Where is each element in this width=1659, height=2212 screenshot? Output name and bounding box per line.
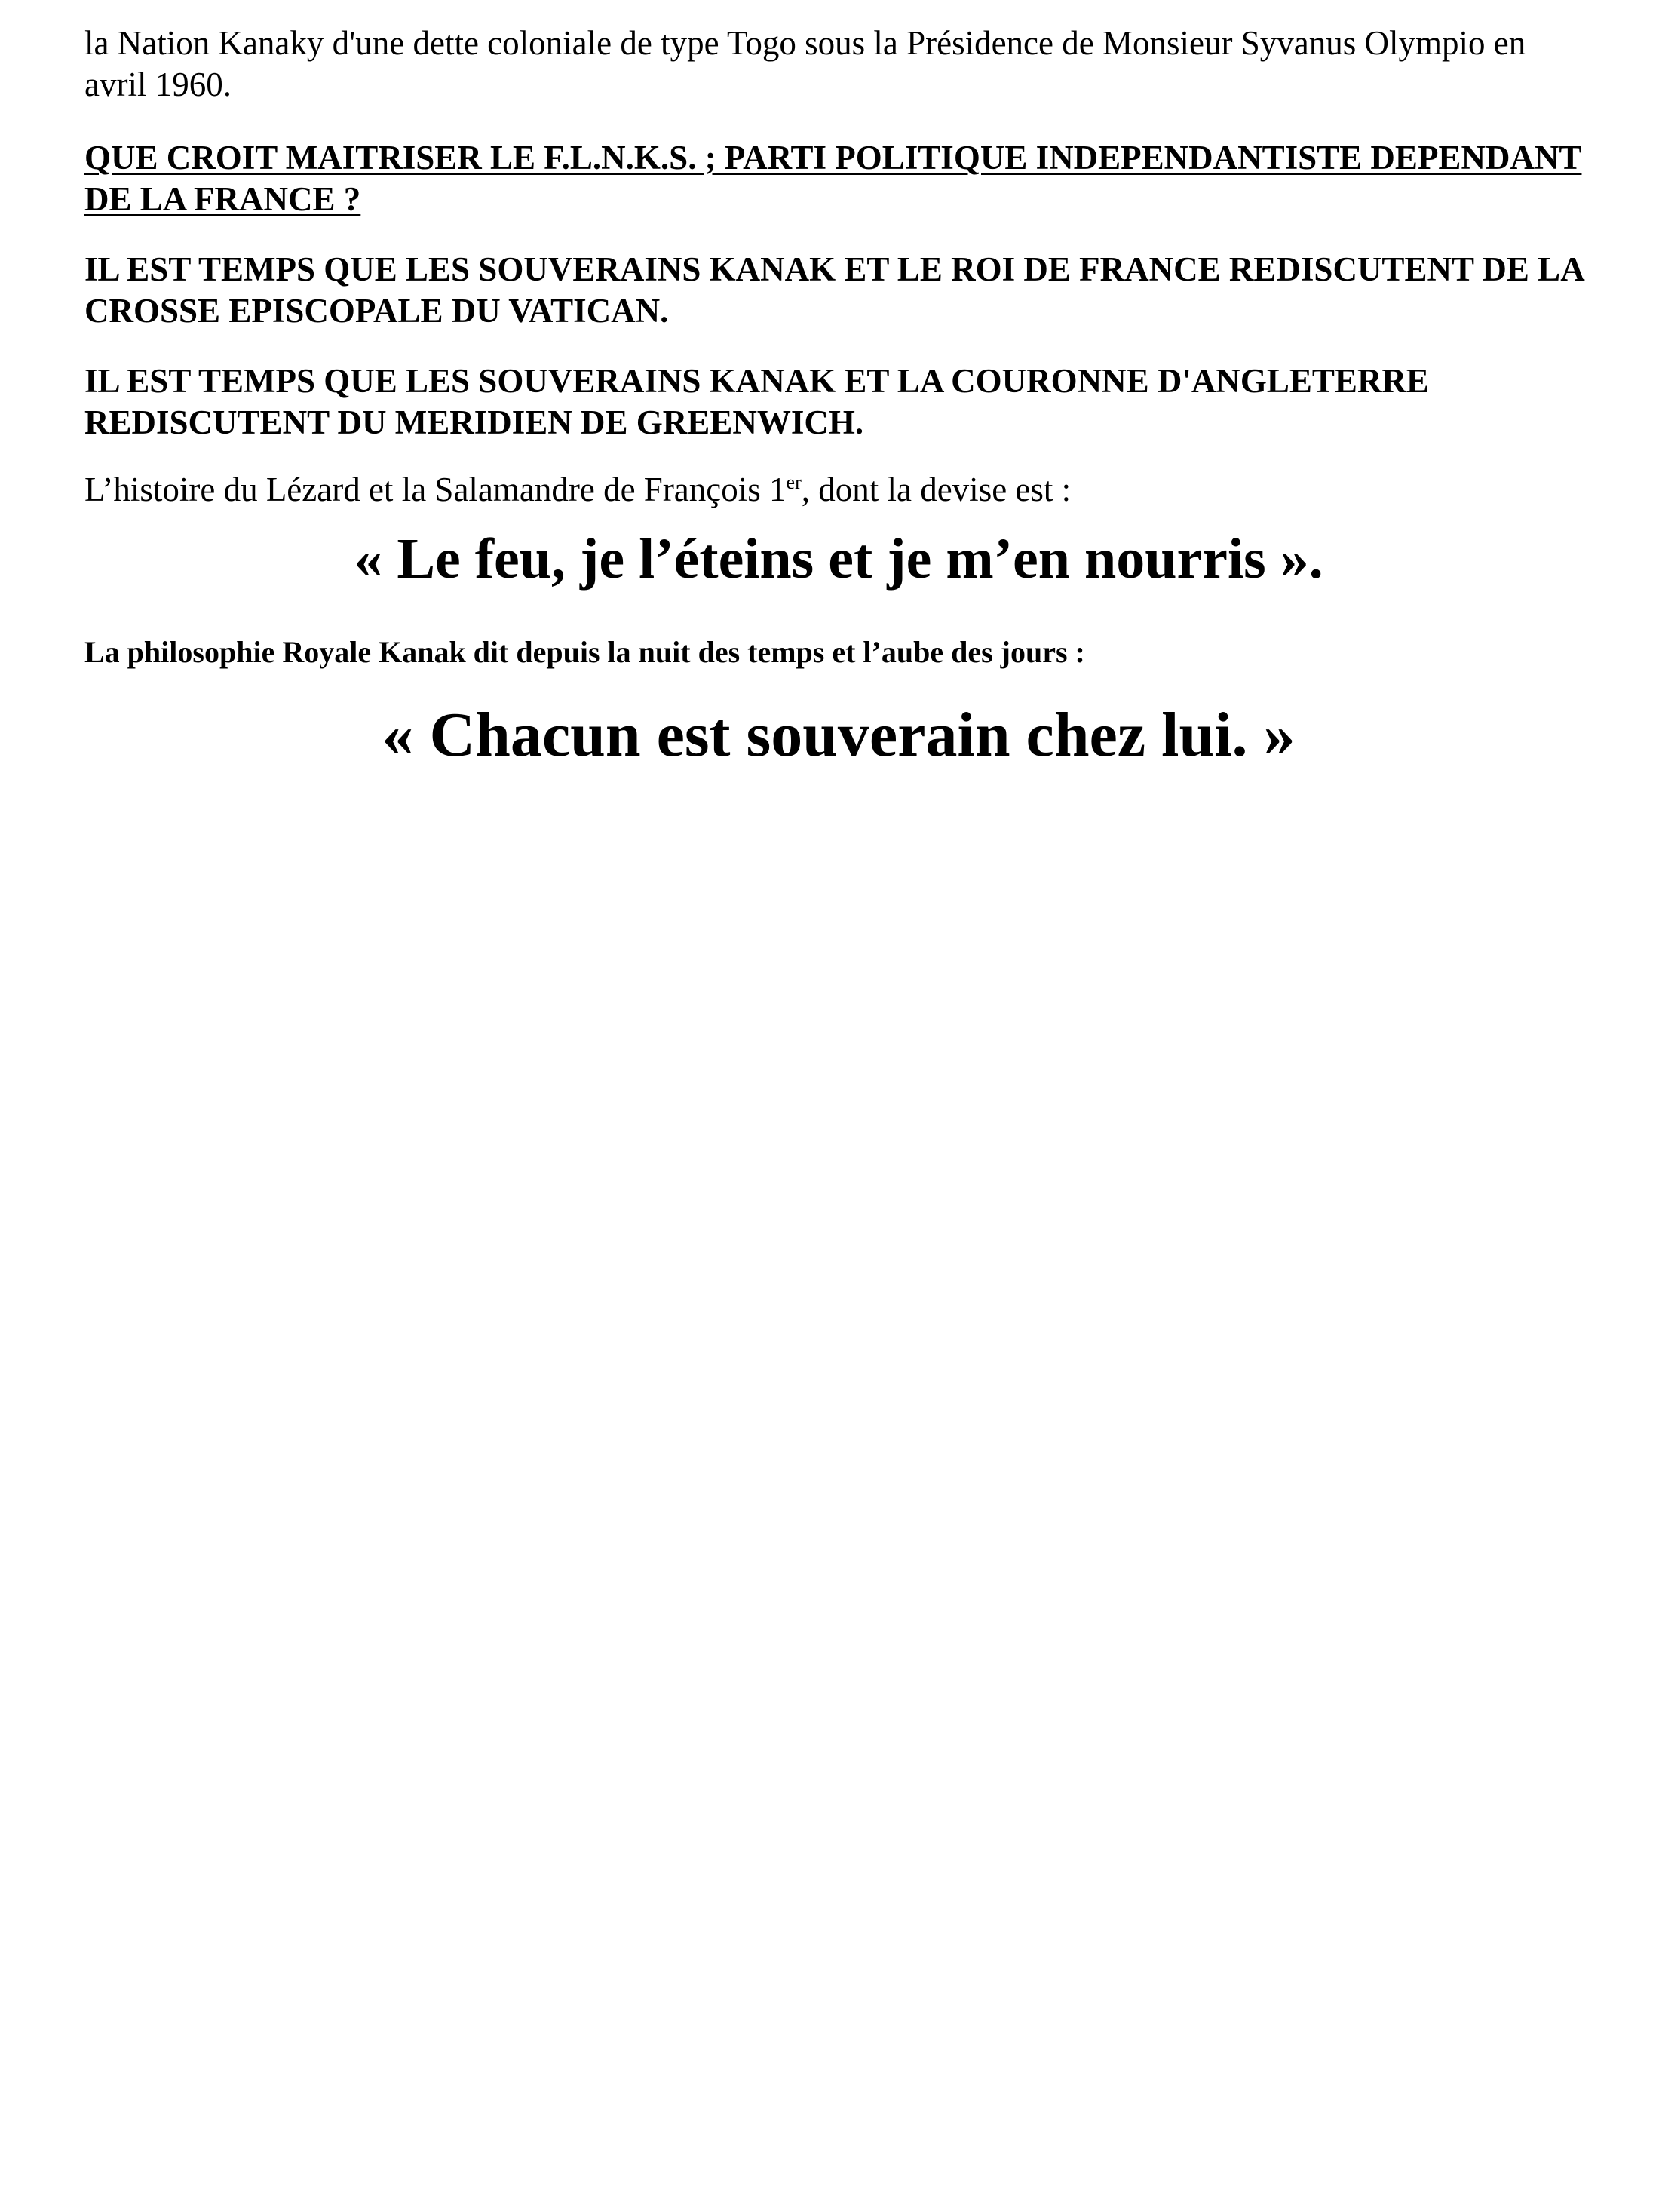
history-text-after: , dont la devise est : — [801, 471, 1072, 508]
history-text-before: L’histoire du Lézard et la Salamandre de François 1 — [84, 471, 787, 508]
statement-greenwich: IL EST TEMPS QUE LES SOUVERAINS KANAK ET LA COURONNE D'ANGLETERRE REDISCUTENT DU MERIDIEN DE GREENWICH. — [84, 362, 1429, 441]
quote-sovereign: « Chacun est souverain chez lui. » — [382, 700, 1296, 770]
philosophy-intro: La philosophie Royale Kanak dit depuis la nuit des temps et l’aube des jours : — [84, 635, 1085, 669]
quote-fire-motto: « Le feu, je l’éteins et je m’en nourris ». — [354, 527, 1323, 591]
history-lizard-salamander — [84, 469, 1593, 511]
paragraph-colonial-debt: la Nation Kanaky d'une dette coloniale de type Togo sous la Présidence de Monsieur Syvanus Olympio en avril 1960. — [84, 24, 1526, 103]
history-superscript: er — [786, 471, 802, 493]
heading-flnks-question: QUE CROIT MAITRISER LE F.L.N.K.S. ; PARTI POLITIQUE INDEPENDANTISTE DEPENDANT DE LA FRANCE ? — [84, 139, 1582, 218]
statement-vatican: IL EST TEMPS QUE LES SOUVERAINS KANAK ET LE ROI DE FRANCE REDISCUTENT DE LA CROSSE EPISCOPALE DU VATICAN. — [84, 250, 1584, 330]
